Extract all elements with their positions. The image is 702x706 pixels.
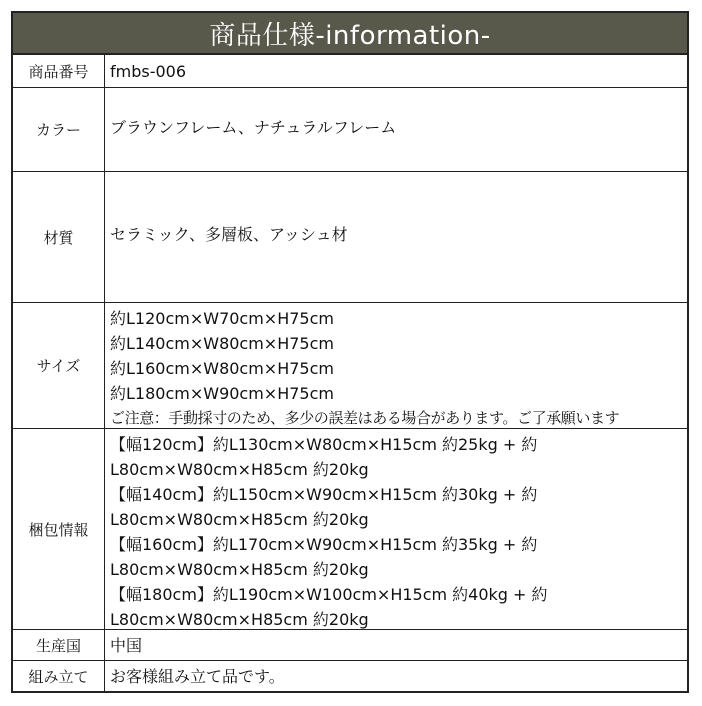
row-value	[105, 88, 687, 171]
size-note: ご注意：手動採寸のため、多少の誤差はある場合があります。ご了承願います	[110, 409, 620, 427]
row-value	[105, 429, 687, 629]
row-label: サイズ	[13, 303, 105, 428]
row-value	[105, 630, 687, 660]
spec-row-assembly	[13, 661, 687, 691]
spec-row-size	[13, 303, 687, 429]
value-line: ブラウンフレーム、ナチュラルフレーム	[110, 118, 397, 137]
value-line: L80cm×W80cm×H85cm 約20kg	[110, 610, 369, 629]
value-line: L80cm×W80cm×H85cm 約20kg	[110, 510, 369, 529]
value-line: 約L140cm×W80cm×H75cm	[110, 334, 334, 353]
value-line: 約L180cm×W90cm×H75cm	[110, 384, 334, 403]
spec-row-material	[13, 172, 687, 303]
value-line: L80cm×W80cm×H85cm 約20kg	[110, 460, 369, 479]
spec-table	[11, 11, 689, 693]
row-label: 組み立て	[13, 661, 105, 691]
spec-row-country	[13, 630, 687, 661]
value-line: 約L120cm×W70cm×H75cm	[110, 309, 334, 328]
row-value	[105, 303, 687, 428]
value-line: 約L160cm×W80cm×H75cm	[110, 359, 334, 378]
table-title: 商品仕様-information-	[13, 13, 687, 55]
row-label: 商品番号	[13, 55, 105, 87]
row-label: 材質	[13, 172, 105, 302]
value-line: fmbs-006	[110, 61, 187, 81]
spec-row-color	[13, 88, 687, 172]
row-label: カラー	[13, 88, 105, 171]
row-value	[105, 172, 687, 302]
row-value	[105, 661, 687, 691]
row-label: 生産国	[13, 630, 105, 660]
value-line: 【幅160cm】約L170cm×W90cm×H15cm 約35kg + 約	[110, 535, 538, 554]
value-line: 【幅120cm】約L130cm×W80cm×H15cm 約25kg + 約	[110, 435, 538, 454]
row-value	[105, 55, 687, 87]
value-line: 中国	[110, 635, 143, 655]
value-line: L80cm×W80cm×H85cm 約20kg	[110, 560, 369, 579]
spec-row-packing	[13, 429, 687, 630]
value-line: セラミック、多層板、アッシュ材	[110, 225, 348, 244]
value-line: 【幅180cm】約L190cm×W100cm×H15cm 約40kg + 約	[110, 585, 548, 604]
value-line: お客様組み立て品です。	[110, 666, 285, 686]
spec-row-product-number	[13, 55, 687, 88]
row-label: 梱包情報	[13, 429, 105, 629]
value-line: 【幅140cm】約L150cm×W90cm×H15cm 約30kg + 約	[110, 485, 538, 504]
